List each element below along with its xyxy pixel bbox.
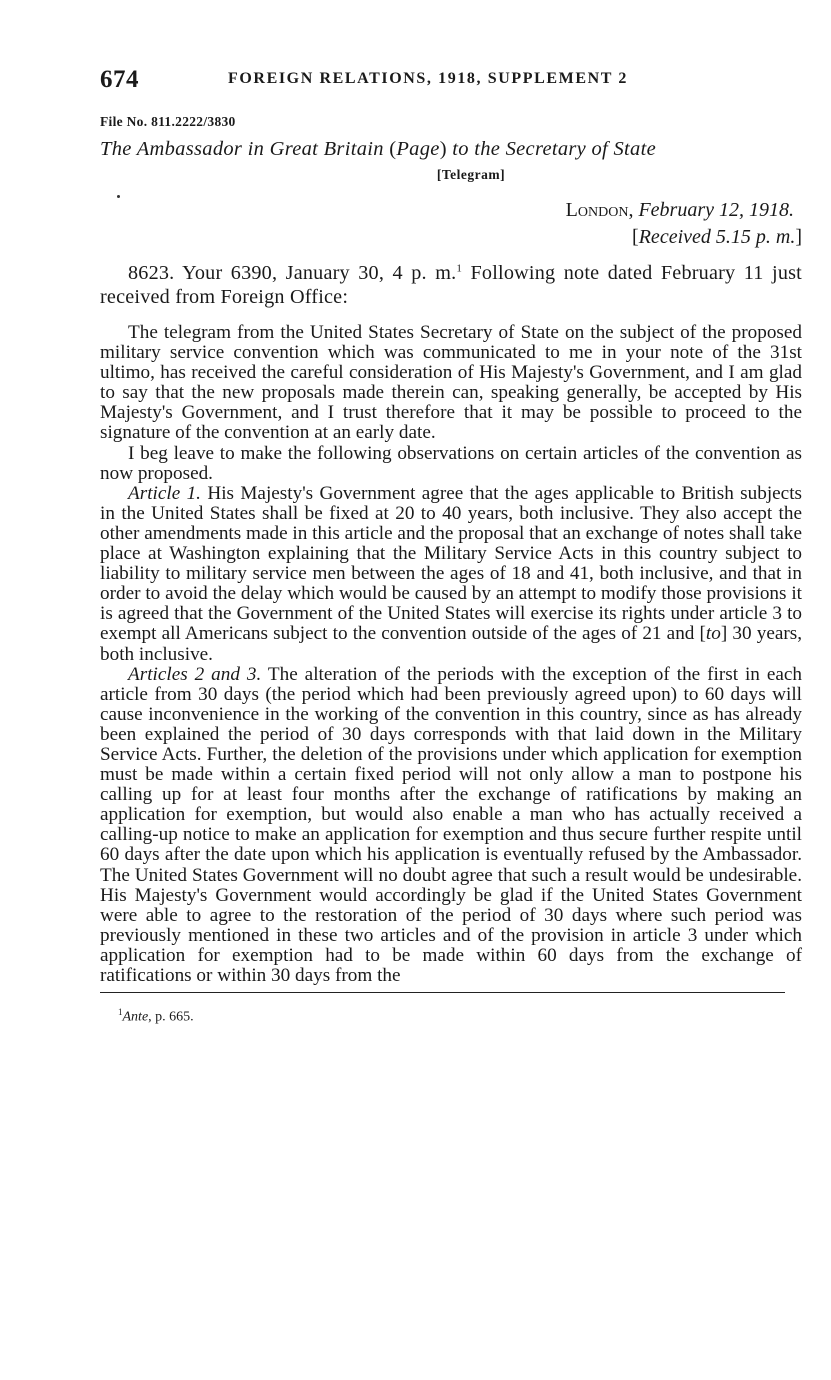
title-part-2: to the Secretary of State <box>446 138 656 160</box>
dateline-date: February 12, 1918. <box>638 199 794 221</box>
footnote-text: , p. 665. <box>148 1009 194 1025</box>
document-title <box>100 136 802 163</box>
note-paragraph-article-1 <box>100 484 802 665</box>
articles-2-3-label: Articles 2 and 3. <box>128 663 262 685</box>
running-title: FOREIGN RELATIONS, 1918, SUPPLEMENT 2 <box>228 70 628 87</box>
received-text: Received 5.15 p. m. <box>638 226 796 248</box>
quoted-note <box>100 323 802 986</box>
note-paragraph-2: I beg leave to make the following observations on certain articles of the convention as now proposed. <box>100 442 802 484</box>
footnote-number: 1 <box>118 1007 123 1018</box>
received-close: ] <box>795 226 802 248</box>
document-page <box>100 60 802 1026</box>
page-number: 674 <box>100 66 139 93</box>
received-note <box>100 224 802 251</box>
footnote-italic: Ante <box>122 1009 149 1025</box>
running-head <box>100 60 802 94</box>
note-paragraph-1: The telegram from the United States Secretary of State on the subject of the proposed military service convention which was communicated to me in your note of the 31st ultimo, has received the careful consideration of His Majesty's Government, and I am glad to say that the new proposals made therein can, speaking generally, be accepted by His Majesty's Government, and I trust therefore that it may be possible to proceed to the signature of the convention at an early date. <box>100 322 802 444</box>
received-open: [ <box>632 226 639 248</box>
note-paragraph-articles-2-3 <box>100 665 802 987</box>
dateline <box>100 197 802 224</box>
article-1-inserted-word: to <box>705 623 721 645</box>
footnote-rule <box>100 992 785 993</box>
articles-2-3-text: The alteration of the periods with the exception of the first in each article from 30 days (the period which had been previously agreed upon) to 60 days will cause inconvenience in the working of the convention in this country, since as has already been explained the period of 30 days corresponds with that laid down in the Military Service Acts. Further, the deletion of the provisions under which application for exemption must be made within a certain fixed period will not only allow a man to postpone his calling up for at least four months after the exchange of ratifications by making an application for exemption, but would also enable a man who has actually received a calling-up notice to make an application for exemption and thus secure further respite until 60 days after the date upon which his application is eventually refused by the Ambassador. The United States Government will no doubt agree that such a result would be undesirable. His Majesty's Government would accordingly be glad if the United States Government were able to agree to the restoration of the period of 30 days where such period was previously mentioned in these two articles and of the provision in article 3 under which application for exemption had to be made within 60 days from the exchange of ratifications or within 30 days from the <box>100 663 802 986</box>
opening-text: 8623. Your 6390, January 30, 4 p. m. <box>128 262 457 284</box>
title-paren-open: ( <box>389 138 397 160</box>
dateline-place: London, <box>565 199 634 221</box>
title-part-1: The Ambassador in Great Britain <box>100 138 390 160</box>
title-paren-close: ) <box>439 138 447 160</box>
opening-paragraph <box>100 261 802 309</box>
opening-text-after: Following note dated February 11 just received from Foreign Office: <box>100 262 802 308</box>
footnote-ref: 1 <box>456 262 463 275</box>
file-number: File No. 811.2222/3830 <box>100 114 236 129</box>
article-1-label: Article 1. <box>128 482 201 504</box>
stray-mark <box>117 195 120 198</box>
footnote <box>100 1007 802 1026</box>
title-name: Page <box>396 138 440 160</box>
article-1-text-b: ] 30 years, both inclusive. <box>100 623 803 665</box>
telegram-label: [Telegram] <box>436 167 506 182</box>
article-1-text-a: His Majesty's Government agree that the ages applicable to British subjects in the United States shall be fixed at 20 to 40 years, both inclusive. They also accept the other amendments made in this article and the proposal that an exchange of notes shall take place at Washington explaining that the Military Service Acts in this country subject to liability to military service men between the ages of 18 and 41, both inclusive, and that in order to avoid the delay which would be caused by an attempt to modify those provisions it is agreed that the Government of the United States will exercise its rights under article 3 to exempt all Americans subject to the convention outside of the ages of 21 and [ <box>100 482 803 645</box>
